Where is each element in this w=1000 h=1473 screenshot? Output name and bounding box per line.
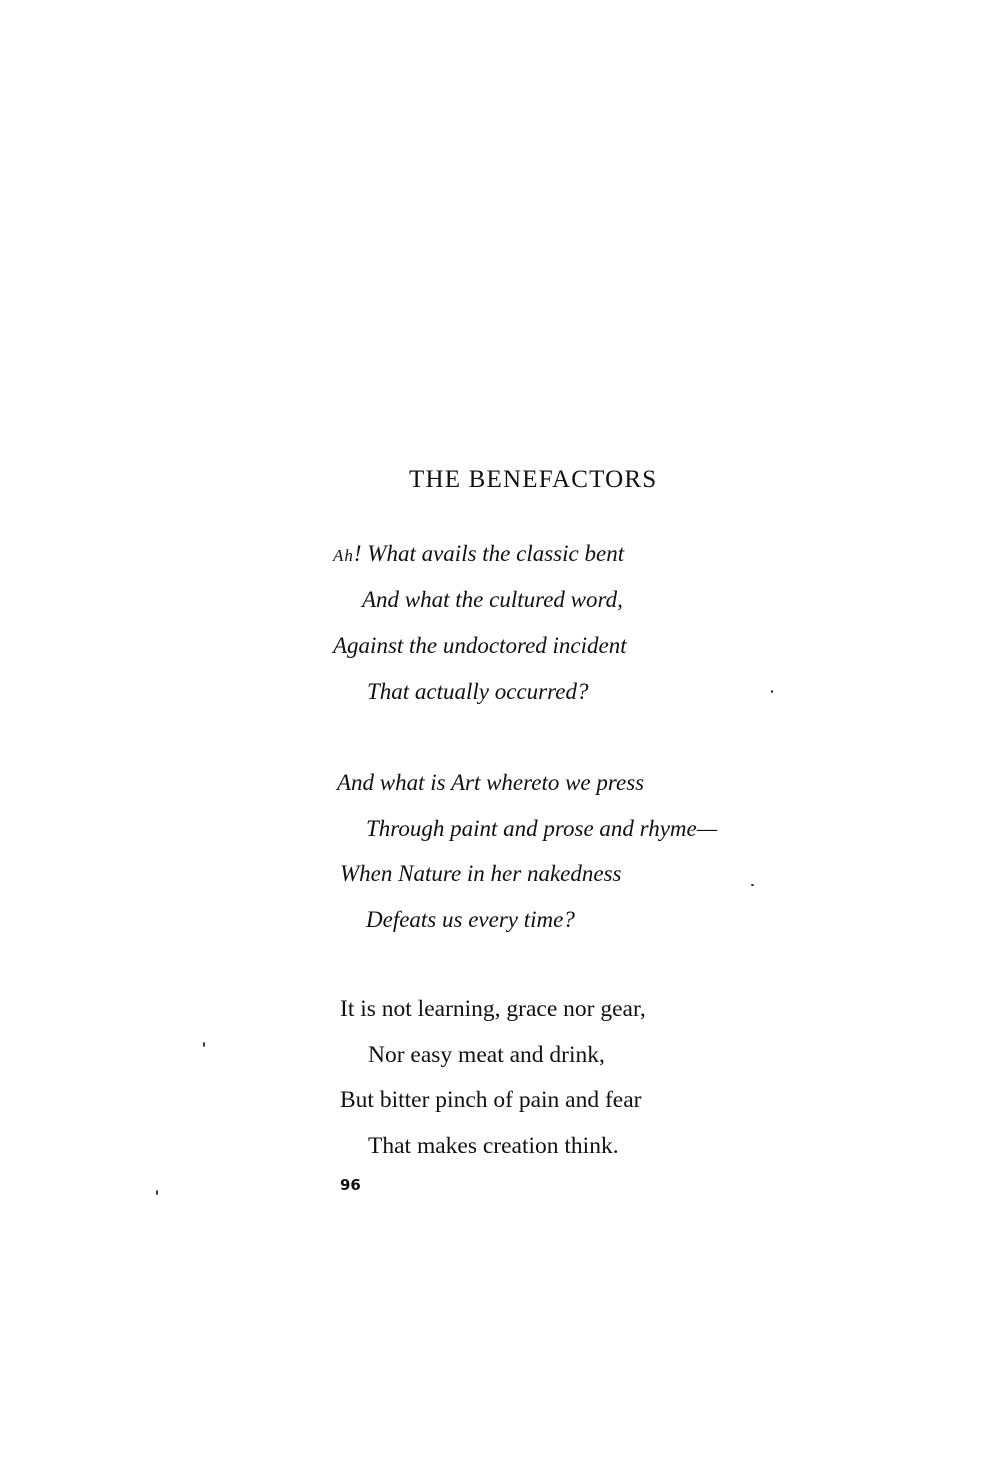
scan-speck [203, 1042, 205, 1047]
stanza-3-line-2: Nor easy meat and drink, [368, 1042, 605, 1068]
stanza-3-line-4: That makes creation think. [368, 1133, 619, 1159]
poem-title: THE BENEFACTORS [409, 466, 658, 493]
scan-speck [156, 1190, 158, 1195]
scan-speck [771, 690, 773, 693]
stanza-2-line-1: And what is Art whereto we press [337, 770, 645, 795]
stanza-1-line-3: Against the undoctored incident [333, 633, 627, 658]
stanza-3-line-3: But bitter pinch of pain and fear [340, 1087, 642, 1113]
stanza-1-line-2: And what the cultured word, [362, 587, 623, 612]
stanza-1-line-4: That actually occurred? [367, 679, 589, 704]
drop-word: Ah [333, 546, 354, 565]
line-text: ! What avails the classic bent [353, 541, 625, 566]
page-number: 96 [340, 1176, 361, 1194]
stanza-2-line-2: Through paint and prose and rhyme— [366, 816, 718, 841]
stanza-3-line-1: It is not learning, grace nor gear, [340, 996, 646, 1022]
stanza-1-line-1 [333, 541, 624, 567]
stanza-2-line-4: Defeats us every time? [366, 907, 575, 932]
scan-speck [751, 884, 754, 886]
stanza-2-line-3: When Nature in her nakedness [340, 861, 622, 886]
